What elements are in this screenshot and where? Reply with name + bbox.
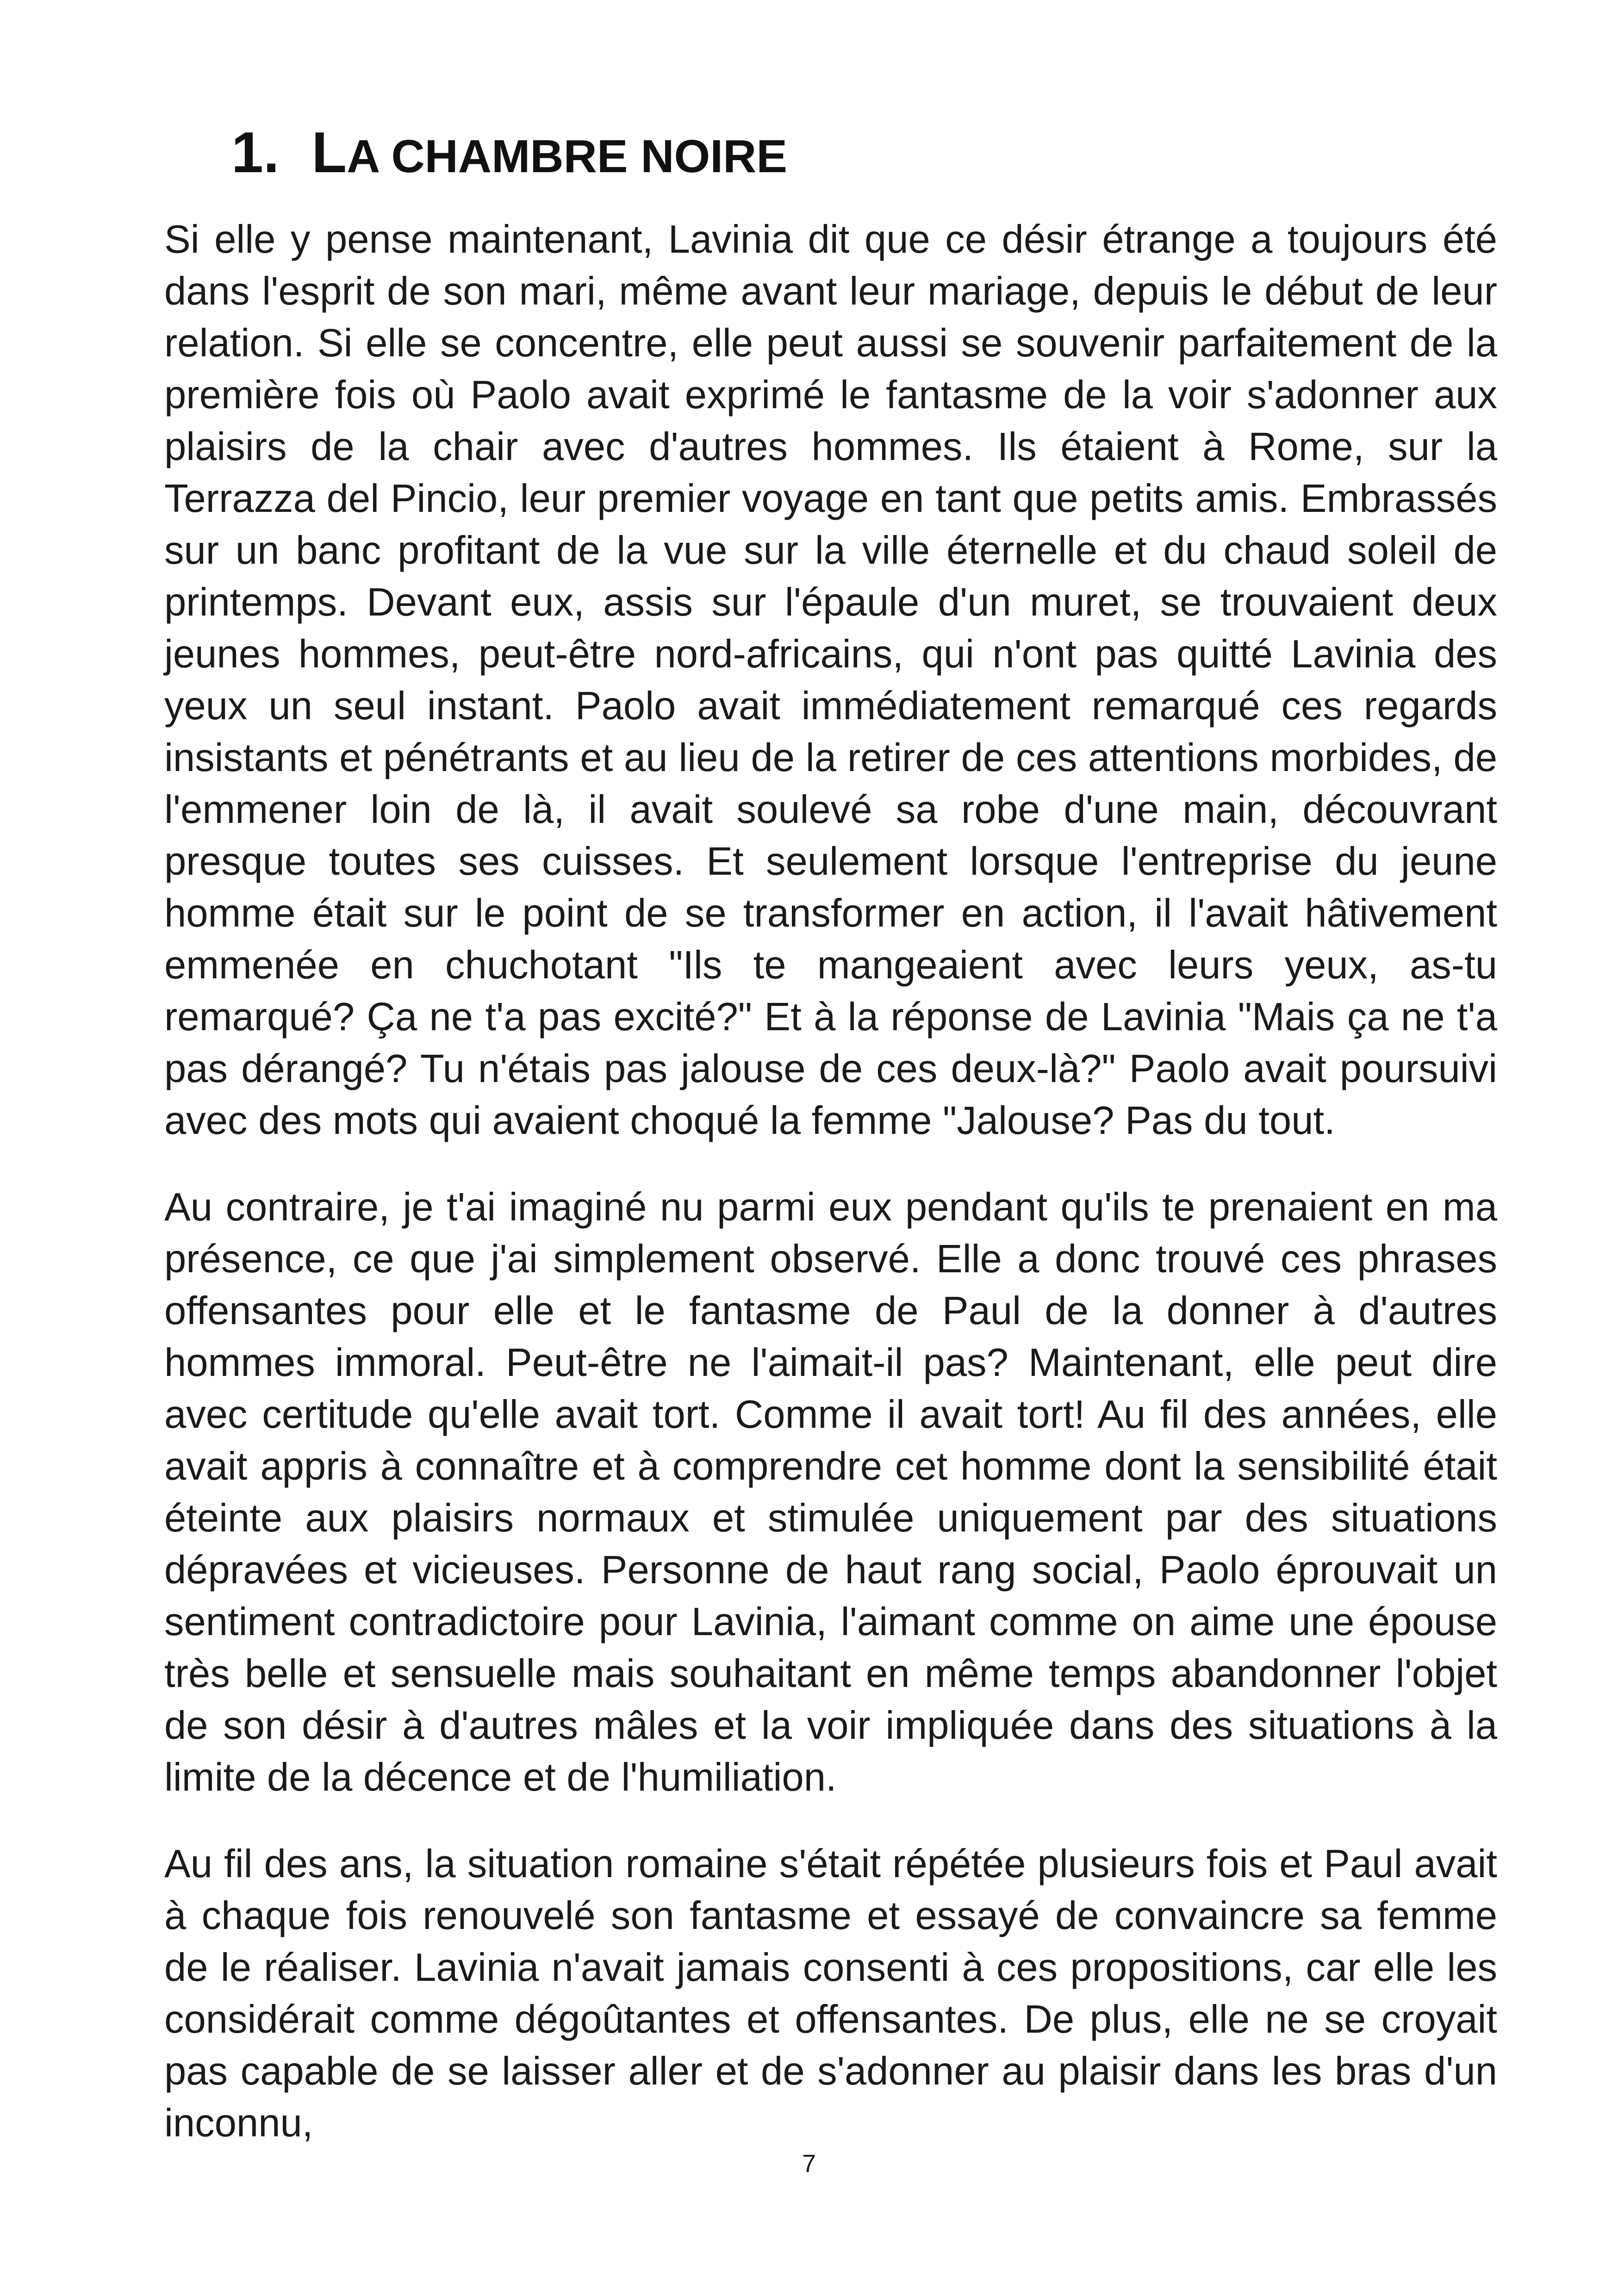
paragraph: Si elle y pense maintenant, Lavinia dit que ce désir étrange a toujours été dans l'esprit de son mari, même avant leur mariage, depuis le début de leur relation. Si elle se concentre, elle peut aussi se souvenir parfaitement de la première fois où Paolo avait exprimé le fantasme de la voir s'adonner aux plaisirs de la chair avec d'autres hommes. Ils étaient à Rome, sur la Terrazza del Pincio, leur premier voyage en tant que petits amis. Embrassés sur un banc profitant de la vue sur la ville éternelle et du chaud soleil de printemps. Devant eux, assis sur l'épaule d'un muret, se trouvaient deux jeunes hommes, peut-être nord-africains, qui n'ont pas quitté Lavinia des yeux un seul instant. Paolo avait immédiatement remarqué ces regards insistants et pénétrants et au lieu de la retirer de ces attentions morbides, de l'emmener loin de là, il avait soulevé sa robe d'une main, découvrant presque toutes ses cuisses. Et seulement lorsque l'entreprise du jeune homme était sur le point de se transformer en action, il l'avait hâtivement emmenée en chuchotant "Ils te mangeaient avec leurs yeux, as-tu remarqué? Ça ne t'a pas excité?" Et à la réponse de Lavinia "Mais ça ne t'a pas dérangé? Tu n'étais pas jalouse de ces deux-là?" Paolo avait poursuivi avec des mots qui avaient choqué la femme "Jalouse? Pas du tout. — [164, 218, 1497, 1143]
chapter-body — [164, 214, 1497, 2184]
chapter-number: 1. — [231, 121, 280, 185]
chapter-title-initial: L — [311, 121, 347, 185]
paragraph: Au contraire, je t'ai imaginé nu parmi eux pendant qu'ils te prenaient en ma présence, ce que j'ai simplement observé. Elle a donc trouvé ces phrases offensantes pour elle et le fantasme de Paul de la donner à d'autres hommes immoral. Peut-être ne l'aimait-il pas? Maintenant, elle peut dire avec certitude qu'elle avait tort. Comme il avait tort! Au fil des années, elle avait appris à connaître et à comprendre cet homme dont la sensibilité était éteinte aux plaisirs normaux et stimulée uniquement par des situations dépravées et vicieuses. Personne de haut rang social, Paolo éprouvait un sentiment contradictoire pour Lavinia, l'aimant comme on aime une épouse très belle et sensuelle mais souhaitant en même temps abandonner l'objet de son désir à d'autres mâles et la voir impliquée dans des situations à la limite de la décence et de l'humiliation. — [164, 1185, 1497, 1799]
chapter-heading — [231, 116, 787, 193]
chapter-title-rest: A CHAMBRE NOIRE — [347, 131, 788, 182]
paragraph: Au fil des ans, la situation romaine s'était répétée plusieurs fois et Paul avait à chaque fois renouvelé son fantasme et essayé de convaincre sa femme de le réaliser. Lavinia n'avait jamais consenti à ces propositions, car elle les considérait comme dégoûtantes et offensantes. De plus, elle ne se croyait pas capable de se laisser aller et de s'adonner au plaisir dans les bras d'un inconnu, — [164, 1842, 1497, 2145]
page-number: 7 — [802, 2150, 816, 2178]
